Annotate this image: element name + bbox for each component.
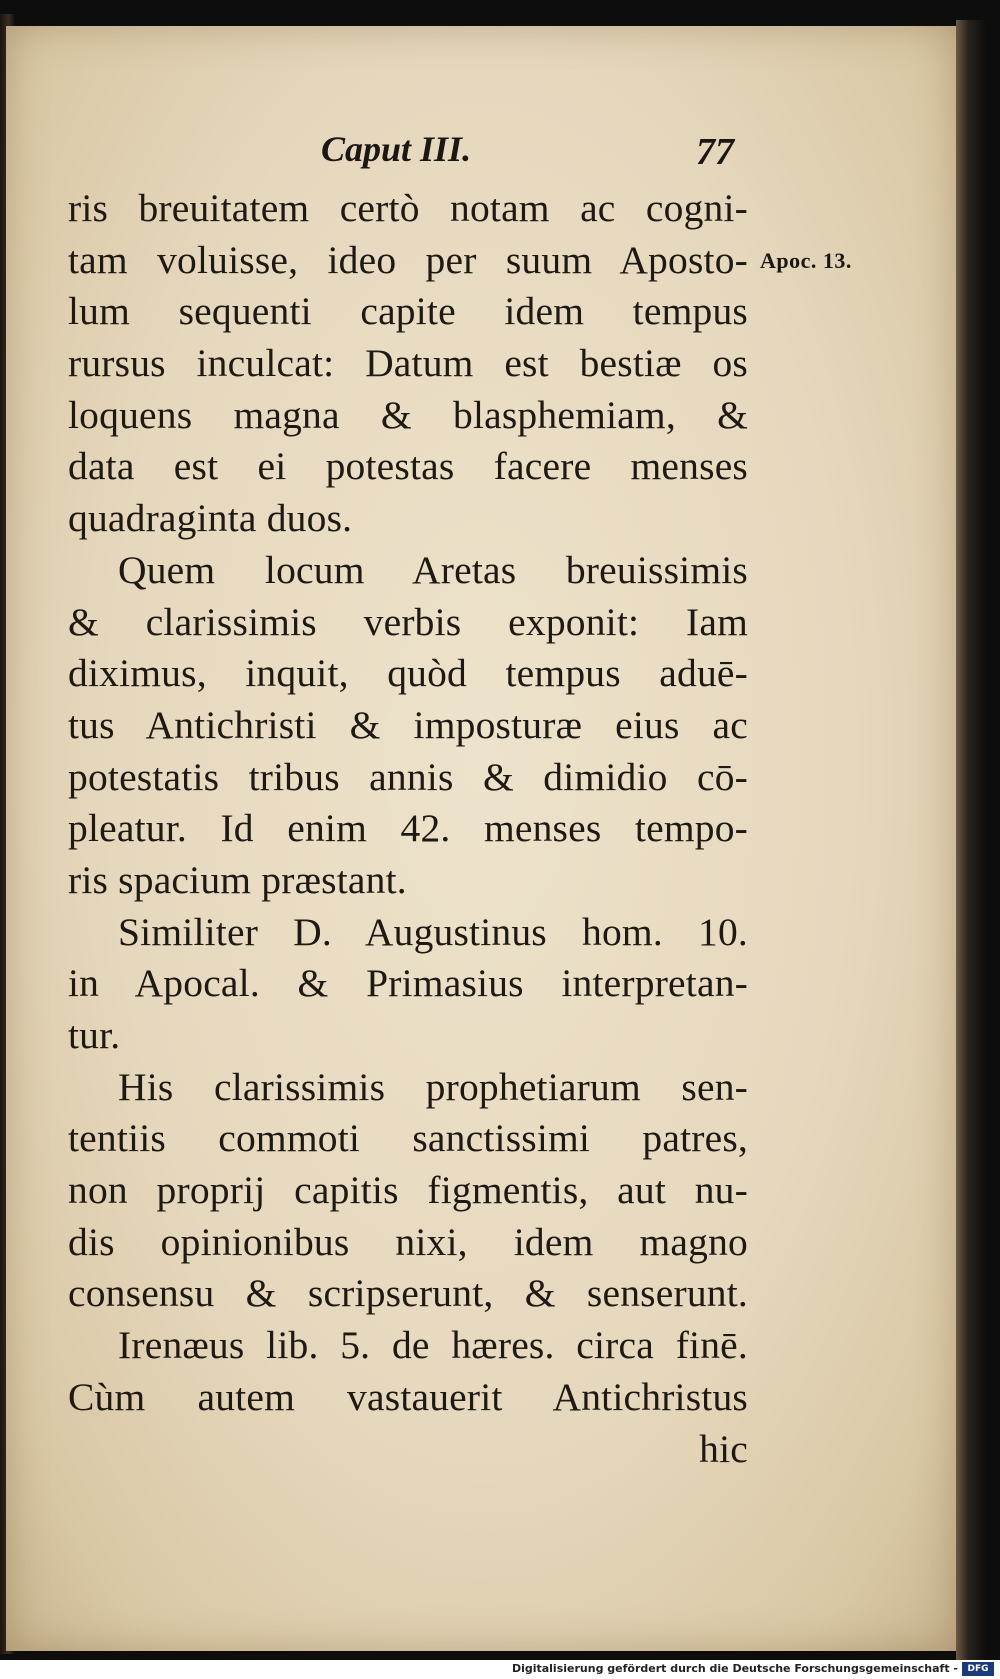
footer-bar	[0, 1660, 1000, 1679]
text-line: & clarissimis verbis exponit: Iam	[68, 599, 748, 644]
text-line: tus Antichristi & imposturæ eius ac	[68, 702, 748, 747]
text-line: data est ei potestas facere menses	[68, 444, 748, 489]
text-line: Quem locum Aretas breuissimis	[118, 547, 748, 592]
text-line: rursus inculcat: Datum est bestiæ os	[68, 341, 748, 386]
text-line: His clarissimis prophetiarum sen-	[118, 1064, 748, 1109]
running-head	[6, 128, 956, 178]
catchword: hic	[699, 1426, 748, 1471]
text-line: loquens magna & blasphemiam, &	[68, 392, 748, 437]
running-title: Caput III.	[321, 129, 472, 169]
body-text	[68, 183, 748, 1475]
text-line: in Apocal. & Primasius interpretan-	[68, 961, 748, 1006]
text-line: ris spacium præstant.	[68, 857, 407, 902]
text-line: tur.	[68, 1013, 121, 1057]
page-edge	[956, 20, 986, 1660]
funding-notice: Digitalisierung gefördert durch die Deutsche Forschungsgemeinschaft -	[511, 1662, 958, 1675]
text-line: tentiis commoti sanctissimi patres,	[68, 1116, 748, 1161]
text-line: non proprij capitis figmentis, aut nu-	[68, 1168, 748, 1213]
text-line: Similiter D. Augustinus hom. 10.	[118, 909, 748, 954]
text-line: diximus, inquit, quòd tempus aduē-	[68, 651, 748, 696]
text-line: potestatis tribus annis & dimidio cō-	[68, 754, 748, 799]
text-line: consensu & scripserunt, & senserunt.	[68, 1271, 748, 1316]
text-line: Cùm autem vastauerit Antichristus	[68, 1374, 748, 1419]
text-line: lum sequenti capite idem tempus	[68, 289, 748, 334]
text-line: pleatur. Id enim 42. menses tempo-	[68, 806, 748, 851]
text-line: quadraginta duos.	[68, 496, 353, 541]
text-line: dis opinionibus nixi, idem magno	[68, 1219, 748, 1264]
book-page	[6, 26, 959, 1651]
page-number: 77	[696, 131, 734, 173]
text-line: ris breuitatem certò notam ac cogni-	[68, 186, 748, 230]
text-line: tam voluisse, ideo per suum Aposto-	[68, 237, 748, 282]
margin-note: Apoc. 13.	[760, 248, 852, 273]
dfg-logo: DFG	[962, 1662, 994, 1676]
text-line: Irenæus lib. 5. de hæres. circa finē.	[118, 1323, 748, 1368]
